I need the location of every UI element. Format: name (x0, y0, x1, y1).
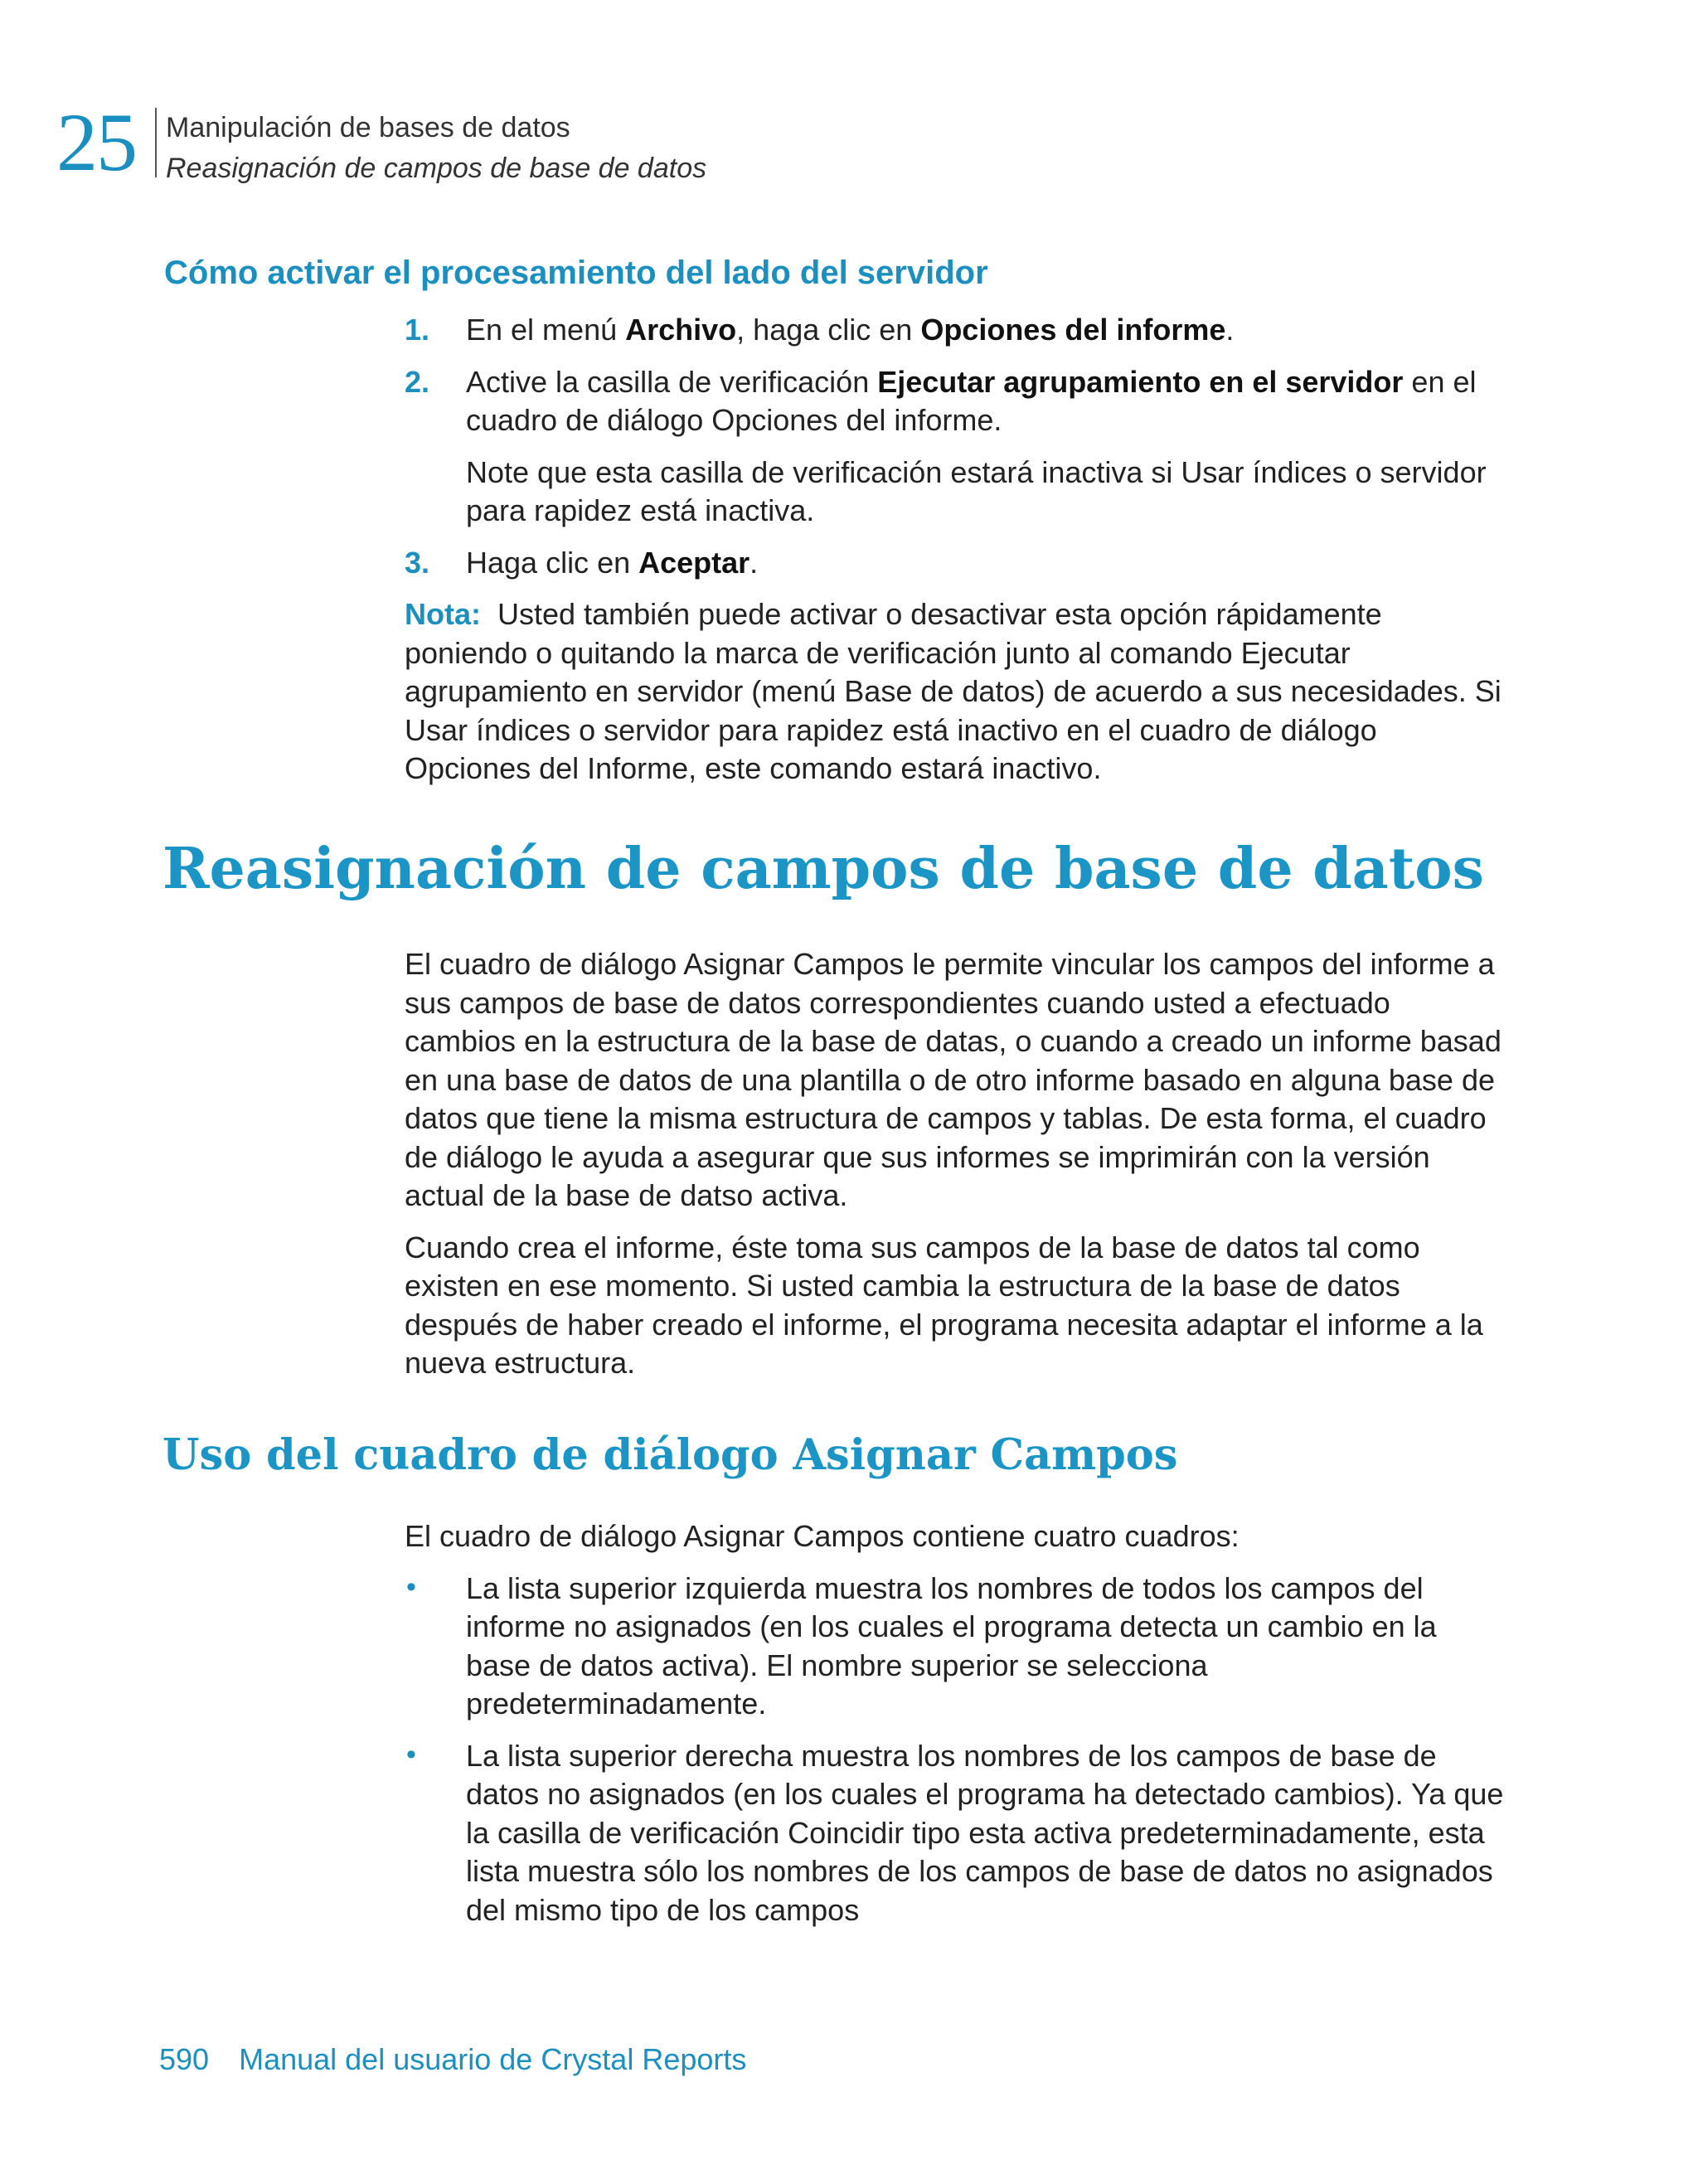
manual-title: Manual del usuario de Crystal Reports (239, 2042, 747, 2076)
note-paragraph (405, 595, 1507, 789)
section-body (405, 945, 1507, 1396)
page-number: 590 (159, 2042, 210, 2076)
map-fields-body (405, 1517, 1507, 1943)
section-heading: Reasignación de campos de base de datos (163, 836, 1484, 902)
note-text: Usted también puede activar o desactivar esta opción rápidamente poniendo o quitando la marca de verificación junto al comando Ejecutar agrupamiento en servidor (menú Base de datos) de acuerdo a sus necesidades. Si Usar índices o servidor para rapidez está inactivo en el cuadro de diálogo Opciones del Informe, este comando estará inactivo. (405, 597, 1502, 785)
step-note: Note que esta casilla de verificación estará inactiva si Usar índices o servidor para rapidez está inactiva. (466, 454, 1487, 527)
step-text: En el menú Archivo, haga clic en Opciones del informe. (466, 313, 1235, 347)
step-number: 2. (405, 364, 430, 399)
bullet-text: La lista superior derecha muestra los nombres de los campos de base de datos no asignados (en los cuales el programa ha detectado cambios). Ya que la casilla de verificación Coincidir tipo esta activa predeterminadamente, esta lista muestra sólo los nombres de los campos de base de datos no asignados del mismo tipo de los campos (466, 1738, 1504, 1927)
step-number: 1. (405, 313, 430, 347)
step-number: 3. (405, 545, 430, 580)
chapter-number: 25 (56, 96, 136, 188)
body-paragraph: El cuadro de diálogo Asignar Campos le permite vincular los campos del informe a sus campos de base de datos correspondientes cuando usted a efectuado cambios en la estructura de la base de datas, o cuando a creado un informe basad en una base de datos de una plantilla o de otro informe basado en alguna base de datos que tiene la misma estructura de campos y tablas. De esta forma, el cuadro de diálogo le ayuda a asegurar que sus informes se imprimirán con la versión actual de la base de datso activa. (405, 947, 1502, 1212)
note-label: Nota: (405, 597, 481, 631)
step-text: Haga clic en Aceptar. (466, 545, 759, 580)
step-item (405, 544, 1507, 583)
header-divider (155, 108, 157, 177)
page-footer (159, 2041, 746, 2078)
subsection-heading-server-processing: Cómo activar el procesamiento del lado del servidor (164, 255, 988, 291)
command-reference: Opciones del informe (920, 313, 1226, 347)
chapter-title: Manipulación de bases de datos (166, 112, 570, 143)
body-paragraph: Cuando crea el informe, éste toma sus campos de la base de datos tal como existen en ese momento. Si usted cambia la estructura de la base de datos después de haber creado el informe, el programa necesita adaptar el informe a la nueva estructura. (405, 1230, 1483, 1380)
button-reference: Aceptar (638, 545, 750, 580)
server-processing-steps (405, 311, 1507, 802)
bullet-icon: • (406, 1570, 416, 1603)
step-item (405, 311, 1507, 350)
running-section-title: Reasignación de campos de base de datos (166, 153, 707, 184)
bullet-item (405, 1737, 1507, 1930)
bullet-item (405, 1570, 1507, 1724)
step-item (405, 363, 1507, 531)
bullet-text: La lista superior izquierda muestra los nombres de todos los campos del informe no asignados (en los cuales el programa detecta un cambio en la base de datos activa). El nombre superior se selecciona predeterminadamente. (466, 1570, 1437, 1721)
subsection-heading-map-fields: Uso del cuadro de diálogo Asignar Campos (163, 1430, 1178, 1480)
bullet-icon: • (406, 1738, 416, 1770)
intro-paragraph: El cuadro de diálogo Asignar Campos contiene cuatro cuadros: (405, 1519, 1240, 1553)
step-text: Active la casilla de verificación Ejecutar agrupamiento en el servidor en el cuadro de diálogo Opciones del informe. (466, 364, 1477, 437)
menu-reference: Archivo (625, 313, 737, 347)
option-reference: Ejecutar agrupamiento en el servidor (877, 364, 1404, 399)
